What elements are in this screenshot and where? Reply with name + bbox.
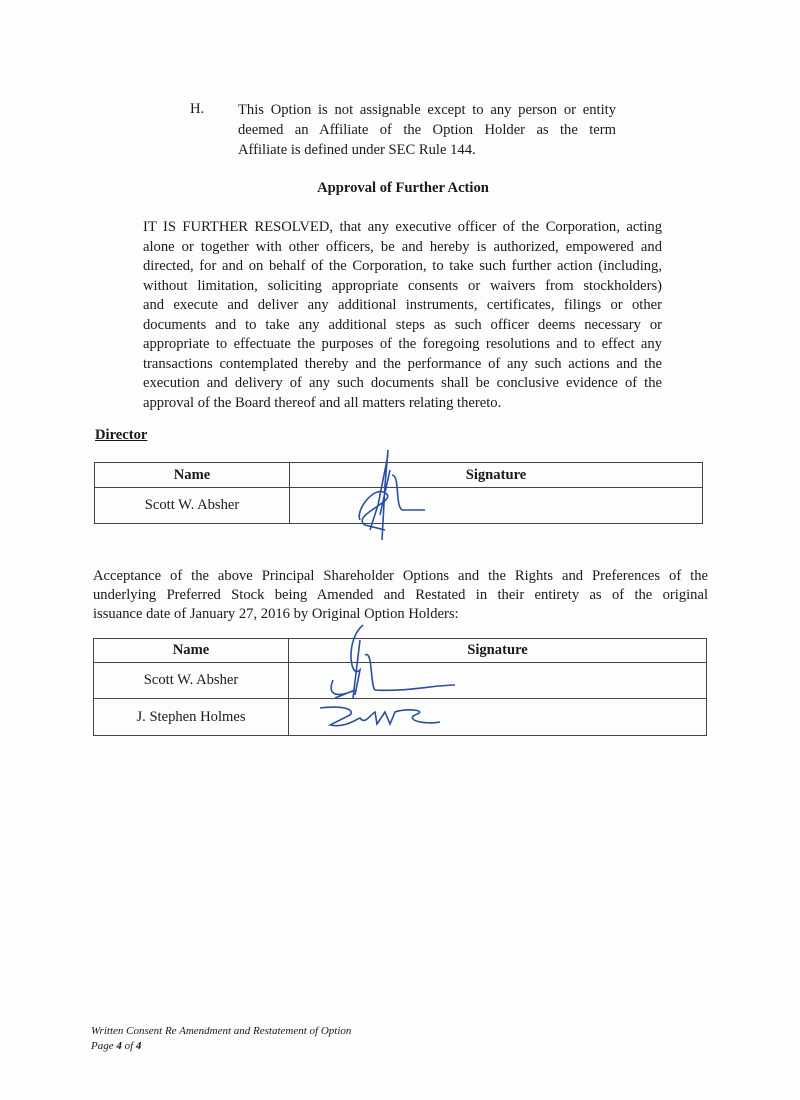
director-name: Scott W. Absher	[95, 488, 290, 524]
item-h-line: Affiliate is defined under SEC Rule 144.	[238, 142, 476, 158]
paragraph-line: appropriate to effectuate the purposes of the foregoing resolutions and to effect any	[143, 336, 662, 352]
page-total: 4	[135, 1040, 142, 1052]
page-current: 4	[116, 1040, 122, 1052]
paragraph-line: without limitation, soliciting appropriate consents or waivers from stockholders)	[143, 277, 662, 294]
signature-header: Signature	[289, 639, 707, 663]
page-prefix: Page	[91, 1040, 114, 1052]
paragraph-line: IT IS FURTHER RESOLVED, that any executive officer of the Corporation, acting	[143, 219, 662, 235]
holder-name: J. Stephen Holmes	[94, 699, 289, 736]
paragraph-line: issuance date of January 27, 2016 by Original Option Holders:	[93, 606, 459, 622]
director-signature	[340, 445, 440, 545]
name-header: Name	[95, 463, 290, 488]
paragraph-line: execution and delivery of any such documents shall be conclusive evidence of the	[143, 375, 662, 391]
footer-title: Written Consent Re Amendment and Restatement of Option	[91, 1025, 352, 1037]
page-of: of	[124, 1040, 134, 1052]
item-marker-h: H.	[190, 101, 205, 117]
holder-name: Scott W. Absher	[94, 663, 289, 699]
item-h-line: deemed an Affiliate of the Option Holder as the term	[238, 122, 616, 138]
footer-page-number	[91, 1039, 141, 1054]
paragraph-line: alone or together with other officers, be and hereby is authorized, empowered and	[143, 238, 662, 255]
director-label: Director	[95, 427, 148, 443]
paragraph-line: transactions contemplated thereby and the performance of any such actions and the	[143, 355, 662, 372]
paragraph-line: and execute and deliver any additional instruments, certificates, filings or other	[143, 297, 662, 313]
paragraph-line: Acceptance of the above Principal Shareholder Options and the Rights and Preferences of the	[93, 568, 708, 584]
signature-header: Signature	[290, 463, 703, 488]
item-h-line: This Option is not assignable except to any person or entity	[238, 102, 616, 118]
paragraph-line: documents and to take any additional steps as such officer deems necessary or	[143, 316, 662, 333]
paragraph-line: approval of the Board thereof and all matters relating thereto.	[143, 394, 502, 411]
section-heading: Approval of Further Action	[317, 180, 489, 196]
paragraph-line: underlying Preferred Stock being Amended and Restated in their entirety as of the original	[93, 587, 708, 603]
paragraph-line: directed, for and on behalf of the Corporation, to take such further action (including,	[143, 258, 662, 274]
holder-signature-holmes	[315, 700, 455, 740]
name-header: Name	[94, 639, 289, 663]
